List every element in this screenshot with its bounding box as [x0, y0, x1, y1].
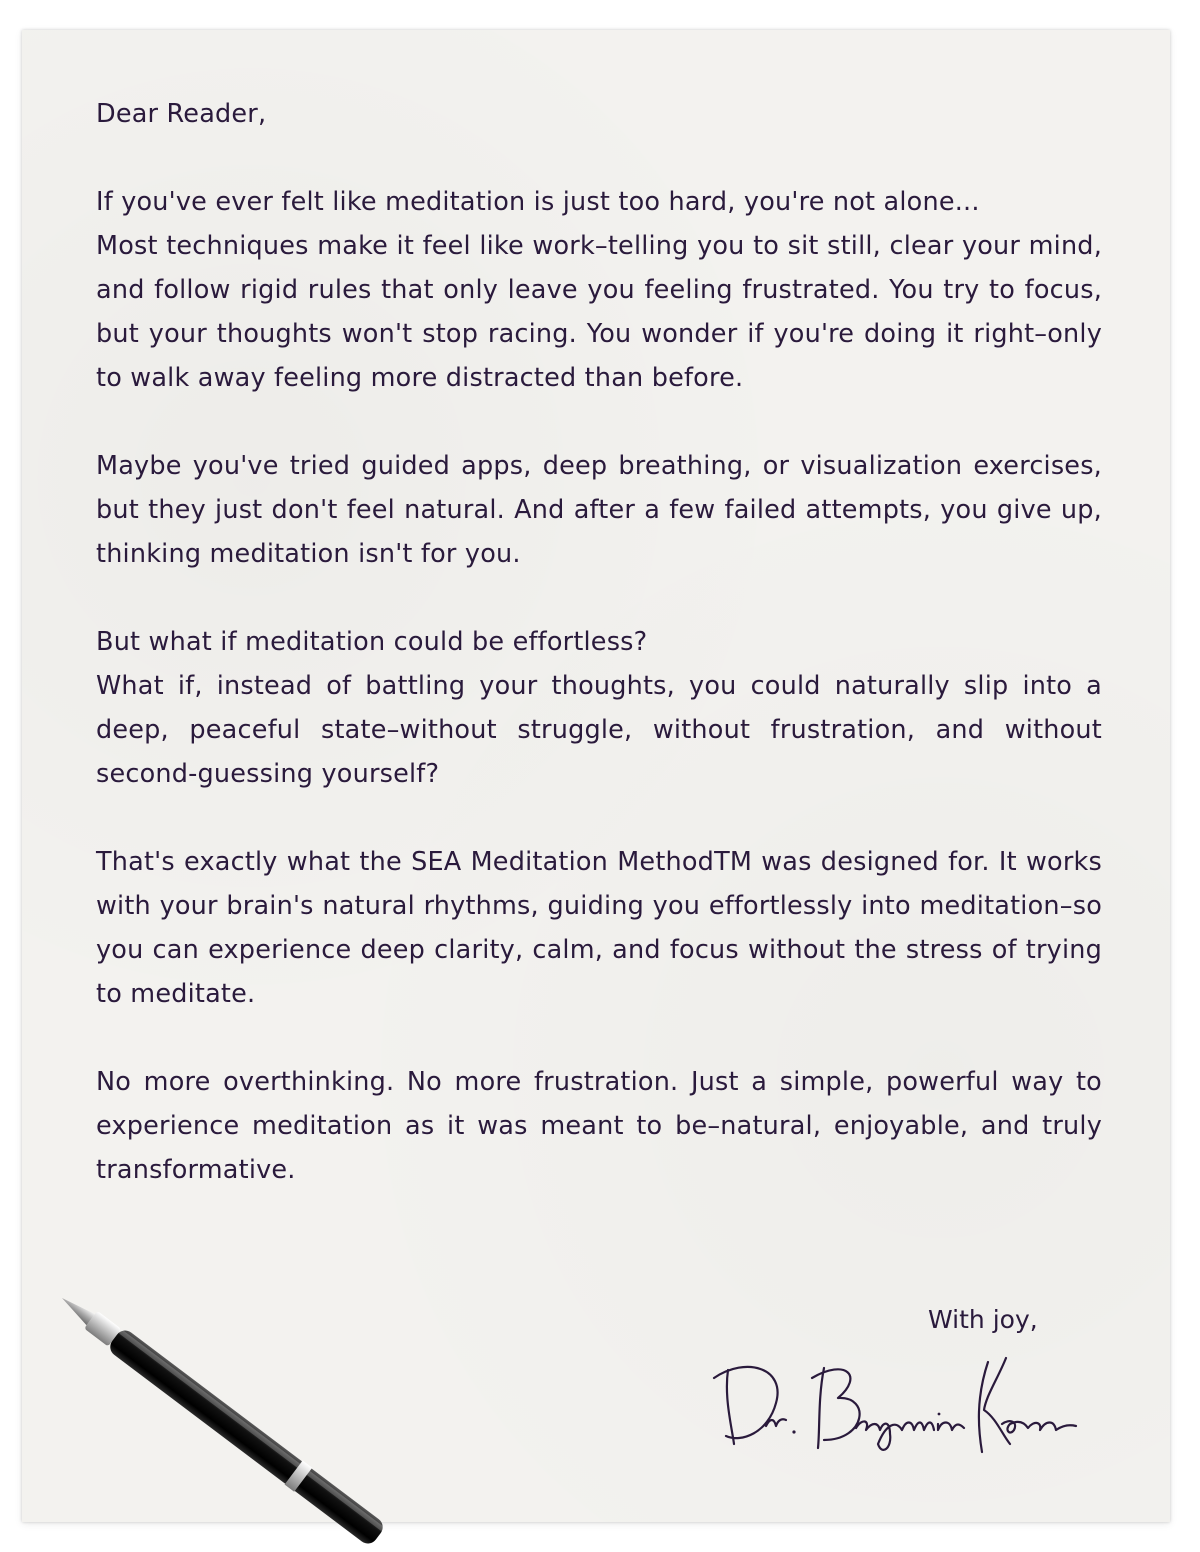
closing: With joy,: [928, 1305, 1038, 1334]
salutation: Dear Reader,: [96, 99, 267, 129]
paragraph-intro: If you've ever felt like meditation is just too hard, you're not alone...: [96, 187, 980, 217]
paragraph-what-if: What if, instead of battling your thoughts, you could naturally slip into a deep, peaceful state–without struggle, without frustration, and without second-guessing yourself?: [96, 671, 1102, 789]
paragraph-tried: Maybe you've tried guided apps, deep breathing, or visualization exercises, but they just don't feel natural. And after a few failed attempts, you give up, thinking meditation isn't for you.: [96, 451, 1102, 569]
signature: [706, 1348, 1096, 1458]
paragraph-conclusion: No more overthinking. No more frustration. Just a simple, powerful way to experience meditation as it was meant to be–natural, enjoyable, and truly transformative.: [96, 1067, 1102, 1185]
paragraph-method: That's exactly what the SEA Meditation MethodTM was designed for. It works with your brain's natural rhythms, guiding you effortlessly into meditation–so you can experience deep clarity, calm, and focus without the stress of trying to meditate.: [96, 847, 1102, 1009]
paragraph-techniques: Most techniques make it feel like work–telling you to sit still, clear your mind, and follow rigid rules that only leave you feeling frustrated. You try to focus, but your thoughts won't stop racing. You wonder if you're doing it right–only to walk away feeling more distracted than before.: [96, 231, 1102, 393]
letter-body: [96, 92, 1102, 1192]
fountain-pen-icon: [40, 1280, 440, 1552]
paragraph-question: But what if meditation could be effortless?: [96, 627, 648, 657]
